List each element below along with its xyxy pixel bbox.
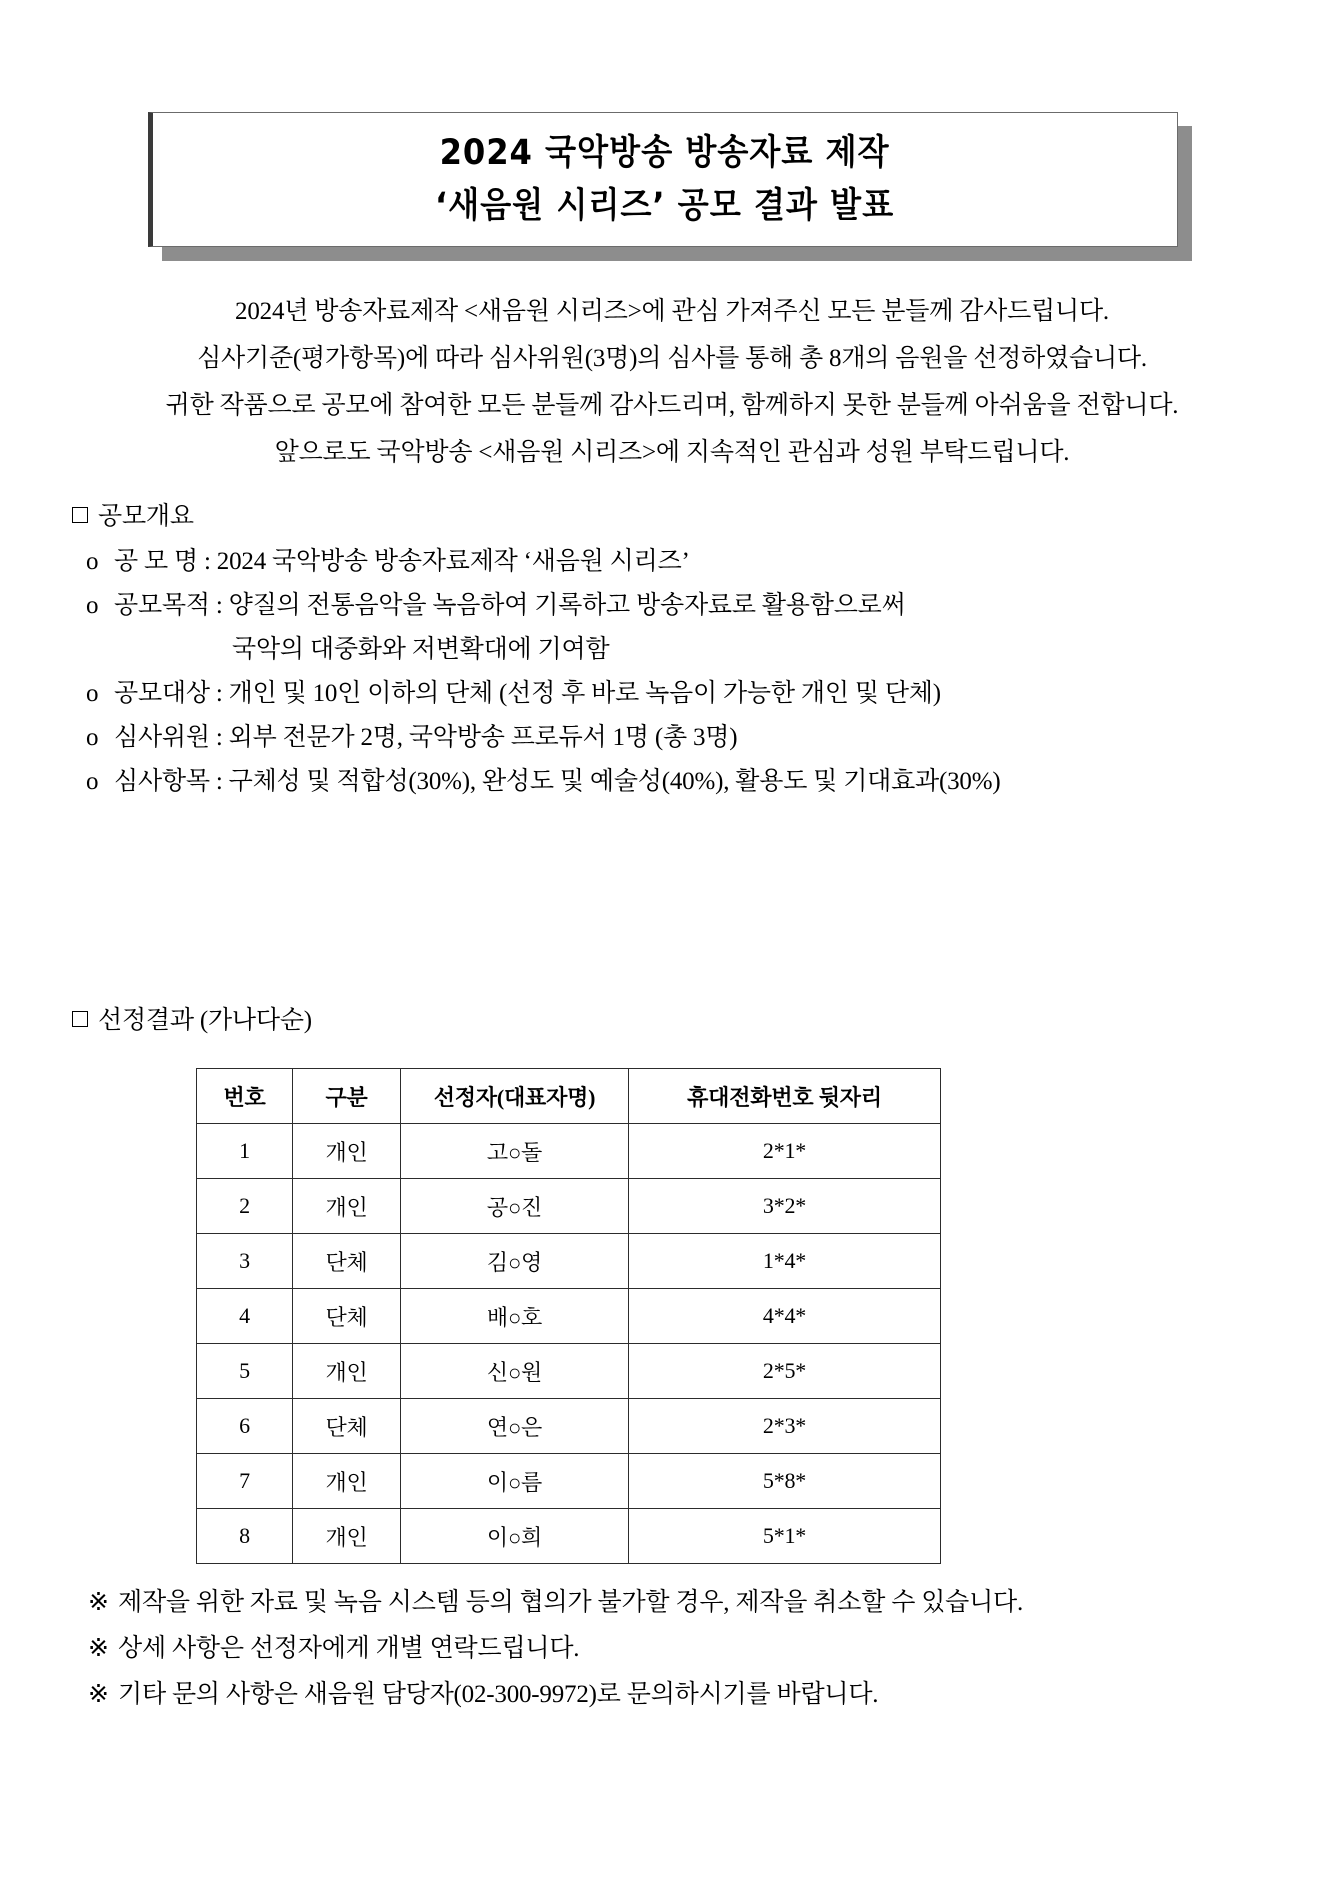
- cell-name: 공○진: [401, 1179, 629, 1234]
- cell-no: 4: [197, 1289, 293, 1344]
- cell-name: 김○영: [401, 1234, 629, 1289]
- cell-type: 개인: [293, 1509, 401, 1564]
- cell-phone: 1*4*: [629, 1234, 941, 1289]
- footnote-list: [88, 1580, 1308, 1718]
- cell-name: 이○희: [401, 1509, 629, 1564]
- bullet-marker-icon: o: [86, 768, 99, 795]
- square-bullet-icon: [72, 507, 88, 523]
- overview-item-2-text: 공모대상 : 개인 및 10인 이하의 단체 (선정 후 바로 녹음이 가능한 개인 및 단체): [114, 680, 941, 707]
- cell-type: 개인: [293, 1124, 401, 1179]
- column-header-name: 선정자(대표자명): [401, 1069, 629, 1124]
- overview-item-1-text: 공모목적 : 양질의 전통음악을 녹음하여 기록하고 방송자료로 활용함으로써: [114, 592, 906, 619]
- column-header-no: 번호: [197, 1069, 293, 1124]
- bullet-marker-icon: o: [86, 548, 99, 575]
- column-header-phone: 휴대전화번호 뒷자리: [629, 1069, 941, 1124]
- footnote-1-text: 상세 사항은 선정자에게 개별 연락드립니다.: [118, 1635, 580, 1662]
- cell-type: 단체: [293, 1399, 401, 1454]
- overview-item-4-text: 심사항목 : 구체성 및 적합성(30%), 완성도 및 예술성(40%), 활용도 및 기대효과(30%): [114, 768, 1001, 795]
- cell-phone: 5*8*: [629, 1454, 941, 1509]
- cell-phone: 3*2*: [629, 1179, 941, 1234]
- table-row: [197, 1234, 941, 1289]
- table-row: [197, 1399, 941, 1454]
- bullet-marker-icon: o: [86, 724, 99, 751]
- table-row: [197, 1124, 941, 1179]
- bullet-marker-icon: o: [86, 680, 99, 707]
- bullet-marker-icon: o: [86, 592, 99, 619]
- title-banner: [148, 112, 1178, 247]
- reference-mark-icon: ※: [88, 1589, 109, 1616]
- section-heading-results: [72, 1000, 312, 1036]
- cell-type: 단체: [293, 1289, 401, 1344]
- table-row: [197, 1509, 941, 1564]
- reference-mark-icon: ※: [88, 1681, 109, 1708]
- cell-name: 연○은: [401, 1399, 629, 1454]
- footnote-2: [88, 1672, 1308, 1718]
- cell-no: 3: [197, 1234, 293, 1289]
- cell-phone: 2*1*: [629, 1124, 941, 1179]
- table-row: [197, 1179, 941, 1234]
- section-heading-overview: [72, 496, 194, 532]
- section-heading-overview-label: 공모개요: [98, 503, 194, 530]
- table-header-row: [197, 1069, 941, 1124]
- table-row: [197, 1344, 941, 1399]
- cell-no: 7: [197, 1454, 293, 1509]
- cell-no: 1: [197, 1124, 293, 1179]
- cell-phone: 5*1*: [629, 1509, 941, 1564]
- overview-item-4: [86, 760, 1306, 804]
- cell-phone: 2*3*: [629, 1399, 941, 1454]
- table-row: [197, 1454, 941, 1509]
- reference-mark-icon: ※: [88, 1635, 109, 1662]
- intro-line-1: 2024년 방송자료제작 <새음원 시리즈>에 관심 가져주신 모든 분들께 감사드립니다.: [235, 298, 1109, 325]
- intro-paragraph: [0, 288, 1344, 476]
- title-line-2: ‘새음원 시리즈’ 공모 결과 발표: [435, 185, 895, 226]
- footnote-1: [88, 1626, 1308, 1672]
- overview-bullet-list: [86, 540, 1306, 804]
- overview-item-1: [86, 584, 1306, 628]
- cell-no: 5: [197, 1344, 293, 1399]
- footnote-0-text: 제작을 위한 자료 및 녹음 시스템 등의 협의가 불가할 경우, 제작을 취소할 수 있습니다.: [118, 1589, 1024, 1616]
- section-heading-results-label: 선정결과 (가나다순): [98, 1007, 312, 1034]
- results-table-wrapper: [196, 1068, 940, 1564]
- square-bullet-icon: [72, 1011, 88, 1027]
- overview-item-3: [86, 716, 1306, 760]
- results-table: [196, 1068, 941, 1564]
- cell-phone: 4*4*: [629, 1289, 941, 1344]
- cell-type: 단체: [293, 1234, 401, 1289]
- overview-item-0-text: 공 모 명 : 2024 국악방송 방송자료제작 ‘새음원 시리즈’: [114, 548, 690, 575]
- cell-phone: 2*5*: [629, 1344, 941, 1399]
- cell-no: 6: [197, 1399, 293, 1454]
- title-banner-box: [148, 112, 1178, 247]
- footnote-2-text: 기타 문의 사항은 새음원 담당자(02-300-9972)로 문의하시기를 바랍니다.: [118, 1681, 879, 1708]
- overview-item-3-text: 심사위원 : 외부 전문가 2명, 국악방송 프로듀서 1명 (총 3명): [114, 724, 738, 751]
- overview-item-0: [86, 540, 1306, 584]
- overview-item-2: [86, 672, 1306, 716]
- overview-item-1-continuation: 국악의 대중화와 저변확대에 기여함: [232, 636, 610, 663]
- title-line-1: 2024 국악방송 방송자료 제작: [440, 133, 890, 173]
- cell-name: 배○호: [401, 1289, 629, 1344]
- cell-type: 개인: [293, 1454, 401, 1509]
- cell-name: 이○름: [401, 1454, 629, 1509]
- cell-name: 고○돌: [401, 1124, 629, 1179]
- intro-line-4: 앞으로도 국악방송 <새음원 시리즈>에 지속적인 관심과 성원 부탁드립니다.: [274, 439, 1070, 466]
- column-header-type: 구분: [293, 1069, 401, 1124]
- cell-type: 개인: [293, 1179, 401, 1234]
- cell-type: 개인: [293, 1344, 401, 1399]
- table-row: [197, 1289, 941, 1344]
- footnote-0: [88, 1580, 1308, 1626]
- intro-line-2: 심사기준(평가항목)에 따라 심사위원(3명)의 심사를 통해 총 8개의 음원을 선정하였습니다.: [197, 345, 1147, 372]
- cell-no: 8: [197, 1509, 293, 1564]
- cell-no: 2: [197, 1179, 293, 1234]
- cell-name: 신○원: [401, 1344, 629, 1399]
- intro-line-3: 귀한 작품으로 공모에 참여한 모든 분들께 감사드리며, 함께하지 못한 분들께 아쉬움을 전합니다.: [165, 392, 1179, 419]
